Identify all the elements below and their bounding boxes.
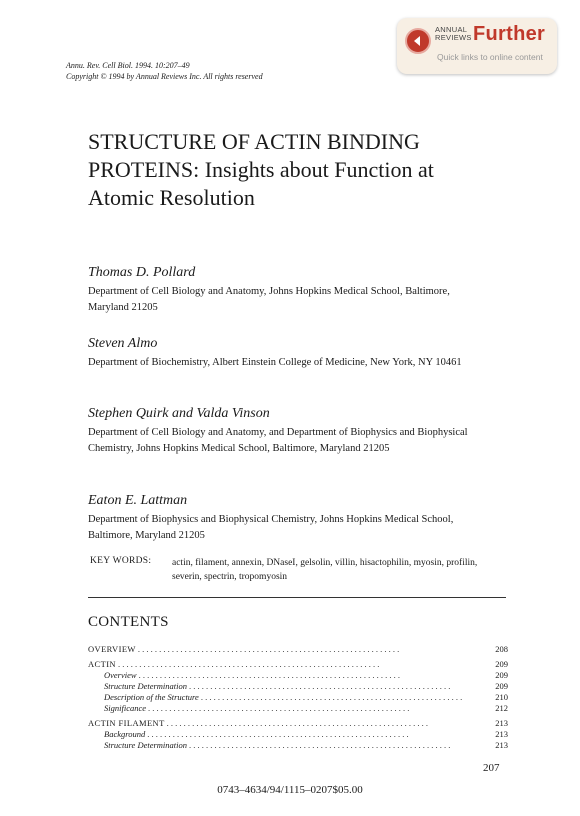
back-arrow-icon (405, 28, 431, 54)
toc-entry[interactable]: Description of the Structure . . . . . . . . . . . . . . . . . . . . . . . . . . . . . . . . . . . . . . . . . . . . . . . . . . . . . . . . . . . . . . 210 (104, 692, 508, 702)
citation-line-1: Annu. Rev. Cell Biol. 1994. 10:207–49 (66, 61, 190, 70)
author-affiliation: Department of Biochemistry, Albert Einstein College of Medicine, New York, NY 10461 (88, 357, 462, 368)
divider (88, 597, 506, 598)
further-label: Further (473, 23, 546, 45)
quick-links-text: Quick links to online content (437, 52, 543, 62)
toc-entry[interactable]: Structure Determination . . . . . . . . . . . . . . . . . . . . . . . . . . . . . . . . . . . . . . . . . . . . . . . . . . . . . . . . . . . . . . 209 (104, 681, 508, 691)
keywords-label: KEY WORDS: (90, 556, 152, 566)
further-badge[interactable] (397, 18, 557, 74)
article-title: STRUCTURE OF ACTIN BINDING PROTEINS: Insights about Function at Atomic Resolution (88, 129, 434, 210)
keywords-text: actin, filament, annexin, DNaseI, gelsolin, villin, hisactophilin, myosin, profilin, severin, spectrin, tropomyosin (172, 558, 478, 582)
contents-heading: CONTENTS (88, 614, 169, 630)
toc-entry[interactable]: OVERVIEW . . . . . . . . . . . . . . . . . . . . . . . . . . . . . . . . . . . . . . . . . . . . . . . . . . . . . . . . . . . . . . 208 (88, 644, 508, 654)
toc-entry[interactable]: Background . . . . . . . . . . . . . . . . . . . . . . . . . . . . . . . . . . . . . . . . . . . . . . . . . . . . . . . . . . . . . . 213 (104, 729, 508, 739)
toc-entry[interactable]: Significance . . . . . . . . . . . . . . . . . . . . . . . . . . . . . . . . . . . . . . . . . . . . . . . . . . . . . . . . . . . . . . 212 (104, 703, 508, 713)
author-name: Steven Almo (88, 336, 158, 351)
author-affiliation: Department of Cell Biology and Anatomy, and Department of Biophysics and Biophysical Chemistry, Johns Hopkins Medical School, Baltimore, Maryland 21205 (88, 427, 468, 454)
author-affiliation: Department of Biophysics and Biophysical Chemistry, Johns Hopkins Medical School, Baltimore, Maryland 21205 (88, 514, 454, 541)
toc-entry[interactable]: Overview . . . . . . . . . . . . . . . . . . . . . . . . . . . . . . . . . . . . . . . . . . . . . . . . . . . . . . . . . . . . . . 209 (104, 670, 508, 680)
author-name: Eaton E. Lattman (88, 493, 188, 508)
author-name: Stephen Quirk and Valda Vinson (88, 406, 270, 421)
page-number: 207 (483, 762, 500, 774)
author-affiliation: Department of Cell Biology and Anatomy, Johns Hopkins Medical School, Baltimore, Maryland 21205 (88, 286, 450, 313)
toc-entry[interactable]: ACTIN FILAMENT . . . . . . . . . . . . . . . . . . . . . . . . . . . . . . . . . . . . . . . . . . . . . . . . . . . . . . . . . . . . . . 213 (88, 718, 508, 728)
annual-reviews-logo: ANNUAL REVIEWS (435, 25, 472, 42)
toc-entry[interactable]: ACTIN . . . . . . . . . . . . . . . . . . . . . . . . . . . . . . . . . . . . . . . . . . . . . . . . . . . . . . . . . . . . . . 209 (88, 659, 508, 669)
author-name: Thomas D. Pollard (88, 265, 196, 280)
citation (66, 60, 263, 82)
footer-code: 0743–4634/94/1115–0207$05.00 (217, 784, 363, 796)
citation-line-2: Copyright © 1994 by Annual Reviews Inc. All rights reserved (66, 72, 263, 81)
toc-entry[interactable]: Structure Determination . . . . . . . . . . . . . . . . . . . . . . . . . . . . . . . . . . . . . . . . . . . . . . . . . . . . . . . . . . . . . . 213 (104, 740, 508, 750)
